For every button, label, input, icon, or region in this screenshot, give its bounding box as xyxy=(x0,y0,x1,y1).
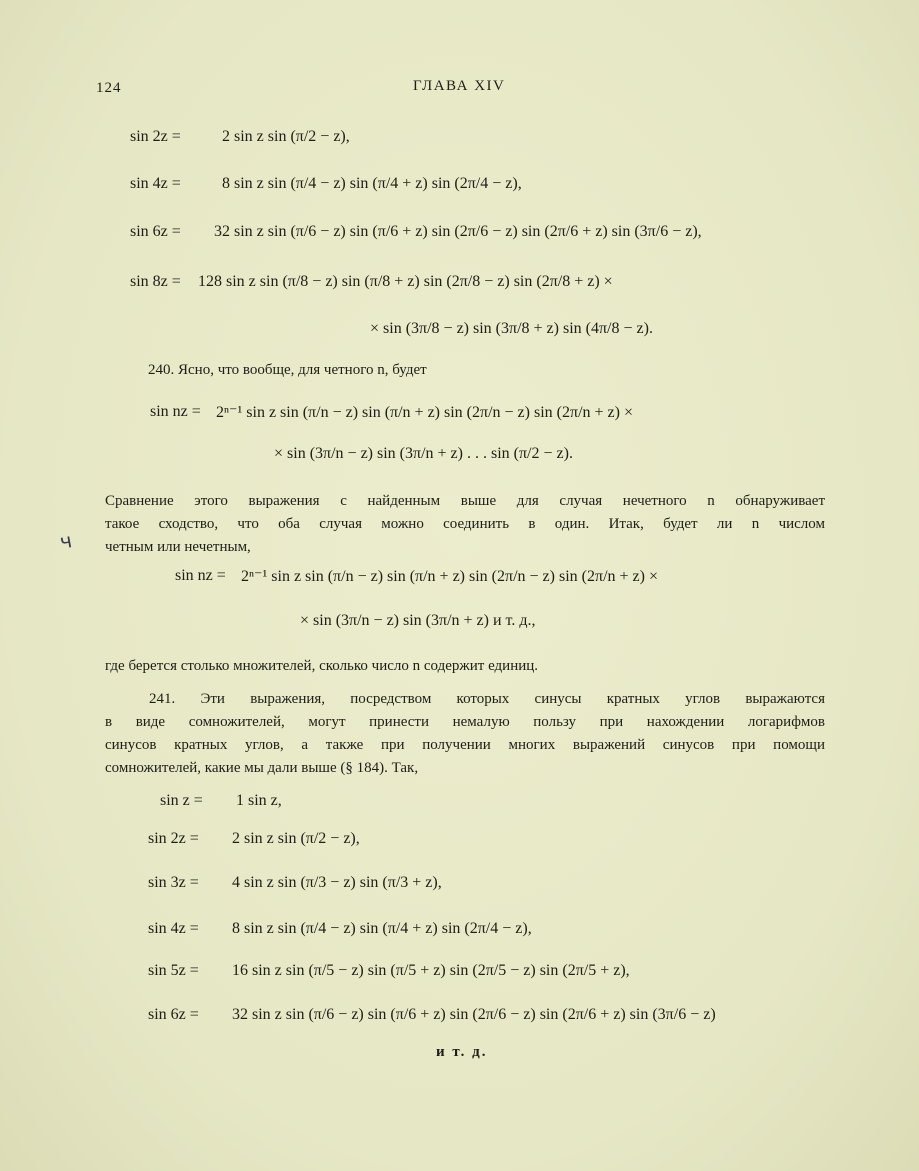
equation-lhs: sin 2z = xyxy=(148,830,199,847)
equation-rhs: 8 sin z sin (π/4 − z) sin (π/4 + z) sin (2π/4 − z), xyxy=(222,175,522,192)
equation-sin-8z xyxy=(130,273,613,291)
equation-lhs: sin 3z = xyxy=(148,874,199,891)
equation-sin-nz-general-continued xyxy=(300,612,535,630)
paragraph-factor-count: где берется столько множителей, сколько число n содержит единиц. xyxy=(105,658,539,674)
equation-sin-nz-general xyxy=(175,566,658,586)
text-line: 241. Эти выражения, посредством которых синусы кратных углов выражаются xyxy=(149,691,825,707)
equation-lhs: sin 8z = xyxy=(130,273,181,290)
paragraph-241 xyxy=(105,688,825,780)
equation-rhs: 32 sin z sin (π/6 − z) sin (π/6 + z) sin (2π/6 − z) sin (2π/6 + z) sin (3π/6 − z) xyxy=(232,1006,716,1023)
equation-sin-5z xyxy=(148,962,630,980)
equation-sin-6z-second xyxy=(148,1006,716,1024)
equation-sin-2z-second xyxy=(148,830,360,848)
text-line: в виде сомножителей, могут принести немалую пользу при нахождении логарифмов xyxy=(105,714,825,730)
text-line: сомножителей, какие мы дали выше (§ 184). Так, xyxy=(105,760,419,776)
equation-rhs: × sin (3π/8 − z) sin (3π/8 + z) sin (4π/8 − z). xyxy=(370,320,653,337)
page-number: 124 xyxy=(96,80,122,96)
paragraph-240: 240. Ясно, что вообще, для четного n, будет xyxy=(148,362,427,378)
equation-sin-4z xyxy=(130,175,522,193)
equation-rhs: 2 sin z sin (π/2 − z), xyxy=(232,830,360,847)
equation-sin-4z-second xyxy=(148,920,532,938)
equation-rhs: 2ⁿ⁻¹ sin z sin (π/n − z) sin (π/n + z) sin (2π/n − z) sin (2π/n + z) × xyxy=(216,404,633,421)
equation-lhs: sin 4z = xyxy=(130,175,181,192)
equation-sin-6z xyxy=(130,223,702,241)
equation-lhs: sin nz = xyxy=(150,403,201,420)
equation-rhs: 8 sin z sin (π/4 − z) sin (π/4 + z) sin (2π/4 − z), xyxy=(232,920,532,937)
equation-sin-nz-even-continued xyxy=(274,445,573,463)
equation-lhs: sin 6z = xyxy=(130,223,181,240)
equation-lhs: sin 6z = xyxy=(148,1006,199,1023)
equation-rhs: 1 sin z, xyxy=(236,792,282,809)
equation-sin-8z-continued xyxy=(370,320,653,338)
etc-footer: и т. д. xyxy=(436,1044,488,1060)
equation-sin-2z xyxy=(130,128,350,146)
equation-rhs: 32 sin z sin (π/6 − z) sin (π/6 + z) sin (2π/6 − z) sin (2π/6 + z) sin (3π/6 − z), xyxy=(214,223,702,240)
equation-rhs: 128 sin z sin (π/8 − z) sin (π/8 + z) sin (2π/8 − z) sin (2π/8 + z) × xyxy=(198,273,613,290)
paragraph-comparison xyxy=(105,490,825,559)
equation-lhs: sin nz = xyxy=(175,567,226,584)
equation-lhs: sin z = xyxy=(160,792,203,809)
equation-rhs: 16 sin z sin (π/5 − z) sin (π/5 + z) sin (2π/5 − z) sin (2π/5 + z), xyxy=(232,962,630,979)
equation-lhs: sin 4z = xyxy=(148,920,199,937)
text-line: синусов кратных углов, а также при получении многих выражений синусов при помощи xyxy=(105,737,825,753)
equation-sin-nz-even xyxy=(150,402,633,422)
text-line: Сравнение этого выражения с найденным выше для случая нечетного n обнаруживает xyxy=(105,493,825,509)
text-line: четным или нечетным, xyxy=(105,539,251,555)
text-line: такое сходство, что оба случая можно соединить в один. Итак, будет ли n числом xyxy=(105,516,825,532)
equation-sin-3z xyxy=(148,874,442,892)
equation-rhs: × sin (3π/n − z) sin (3π/n + z) и т. д., xyxy=(300,612,536,629)
equation-lhs: sin 5z = xyxy=(148,962,199,979)
equation-rhs: 2 sin z sin (π/2 − z), xyxy=(222,128,350,145)
equation-rhs: 4 sin z sin (π/3 − z) sin (π/3 + z), xyxy=(232,874,442,891)
equation-sin-z xyxy=(160,792,282,810)
equation-lhs: sin 2z = xyxy=(130,128,181,145)
handwritten-margin-mark: ч xyxy=(58,528,74,554)
equation-rhs: × sin (3π/n − z) sin (3π/n + z) . . . sin (π/2 − z). xyxy=(274,445,573,462)
equation-rhs: 2ⁿ⁻¹ sin z sin (π/n − z) sin (π/n + z) sin (2π/n − z) sin (2π/n + z) × xyxy=(241,568,658,585)
chapter-title: ГЛАВА XIV xyxy=(413,78,506,94)
